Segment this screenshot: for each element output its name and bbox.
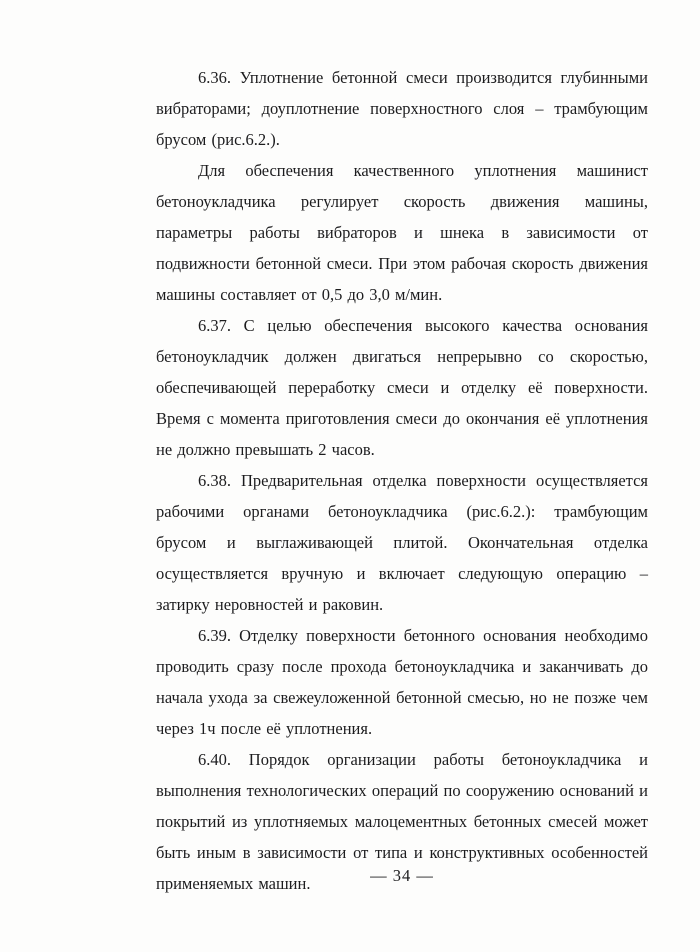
paragraph-6-40: 6.40. Порядок организации работы бетоноукладчика и выполнения технологических операций по сооружению оснований и покрытий из уплотняемых малоцементных бетонных смесей может быть иным в зависимости от типа и конструктивных особенностей применяемых машин. bbox=[156, 750, 648, 893]
paragraph-6-37: 6.37. С целью обеспечения высокого качества основания бетоноукладчик должен двигаться непрерывно со скоростью, обеспечивающей переработку смеси и отделку её поверхности. Время с момента приготовления смеси до окончания её уплотнения не должно превышать 2 часов. bbox=[156, 316, 648, 459]
text-block bbox=[156, 62, 648, 899]
paragraph-6-38: 6.38. Предварительная отделка поверхности осуществляется рабочими органами бетоноукладчика (рис.6.2.): трамбующим брусом и выглаживающей плитой. Окончательная отделка осуществляется вручную и включает следующую операцию – затирку неровностей и раковин. bbox=[156, 471, 648, 614]
paragraph-6-36-continued: Для обеспечения качественного уплотнения машинист бетоноукладчика регулирует скорость движения машины, параметры работы вибраторов и шнека в зависимости от подвижности бетонной смеси. При этом рабочая скорость движения машины составляет от 0,5 до 3,0 м/мин. bbox=[156, 161, 648, 304]
page-number: — 34 — bbox=[370, 866, 434, 885]
paragraph-6-36: 6.36. Уплотнение бетонной смеси производится глубинными вибраторами; доуплотнение поверхностного слоя – трамбующим брусом (рис.6.2.). bbox=[156, 68, 648, 149]
paragraph-6-39: 6.39. Отделку поверхности бетонного основания необходимо проводить сразу после прохода бетоноукладчика и заканчивать до начала ухода за свежеуложенной бетонной смесью, но не позже чем через 1ч после её уплотнения. bbox=[156, 626, 648, 738]
